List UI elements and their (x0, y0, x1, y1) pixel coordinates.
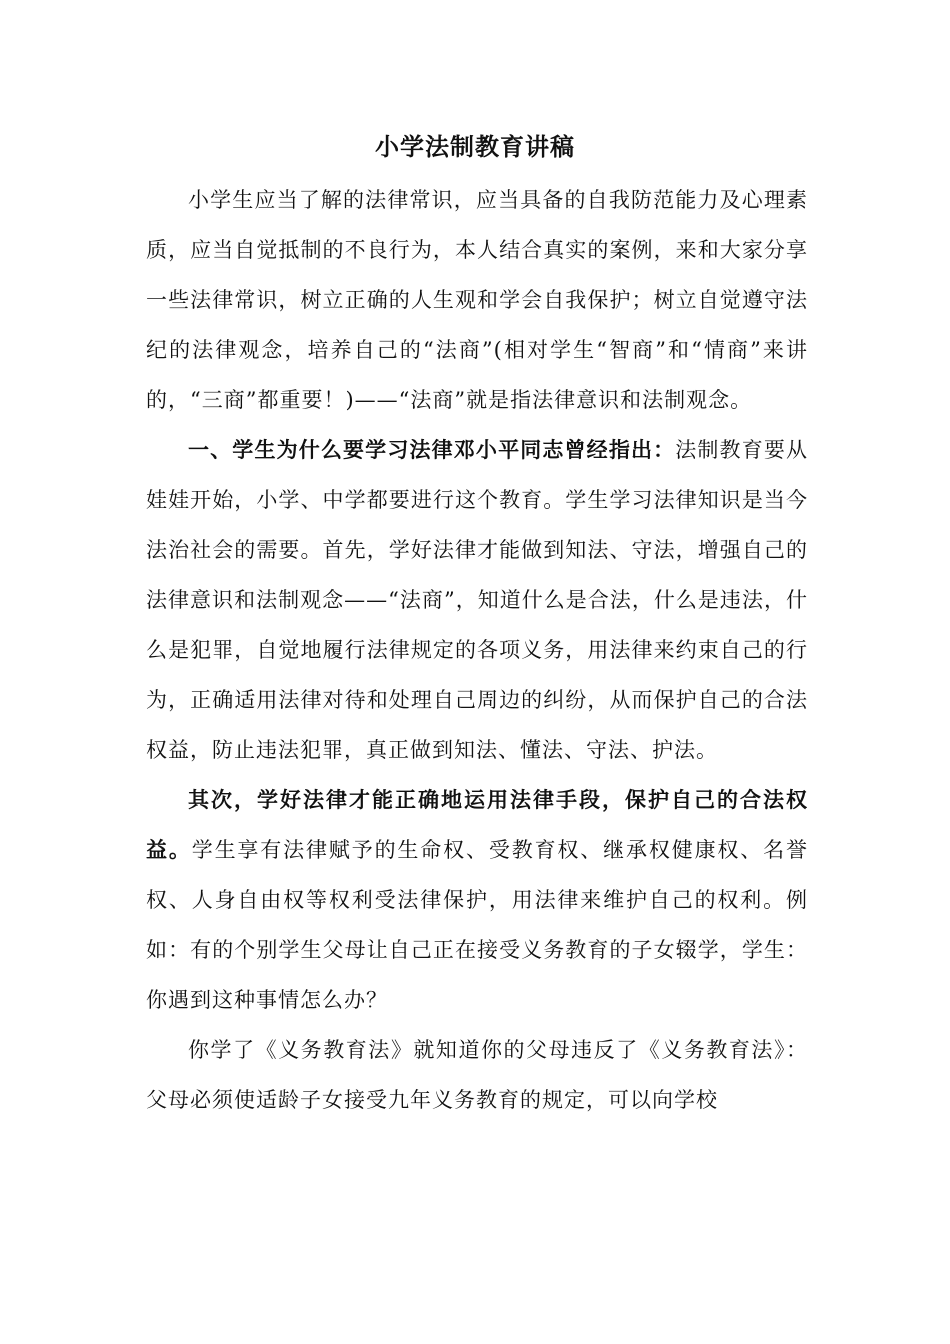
paragraph-why-learn-law (146, 425, 808, 775)
document-title: 小学法制教育讲稿 (375, 132, 575, 161)
paragraph-compulsory-education (146, 1025, 808, 1125)
paragraph-lead: 一、学生为什么要学习法律邓小平同志曾经指出： (188, 437, 676, 462)
paragraph-text: 你学了《义务教育法》就知道你的父母违反了《义务教育法》：父母必须使适龄子女接受九年义务教育的规定，可以向学校 (146, 1038, 808, 1112)
document-body (146, 175, 808, 1125)
paragraph-lead: 其次，学好法律才能正确地运用法律手段，保护自己的合法权益。 (146, 787, 808, 862)
paragraph-intro (146, 175, 808, 425)
paragraph-text: 法制教育要从娃娃开始，小学、中学都要进行这个教育。学生学习法律知识是当今法治社会的需要。首先，学好法律才能做到知法、守法，增强自己的法律意识和法制观念——“法商”，知道什么是合法，什么是违法，什么是犯罪，自觉地履行法律规定的各项义务，用法律来约束自己的行为，正确适用法律对待和处理自己周边的纠纷，从而保护自己的合法权益，防止违法犯罪，真正做到知法、懂法、守法、护法。 (146, 438, 809, 762)
paragraph-text: 小学生应当了解的法律常识，应当具备的自我防范能力及心理素质，应当自觉抵制的不良行为，本人结合真实的案例，来和大家分享一些法律常识，树立正确的人生观和学会自我保护；树立自觉遵守法纪的法律观念，培养自己的“法商”(相对学生“智商”和“情商”来讲的，“三商”都重要！)——“法商”就是指法律意识和法制观念。 (146, 188, 808, 412)
paragraph-protect-rights (146, 775, 808, 1025)
paragraph-text: 学生享有法律赋予的生命权、受教育权、继承权健康权、名誉权、人身自由权等权利受法律保护，用法律来维护自己的权利。例如：有的个别学生父母让自己正在接受义务教育的子女辍学，学生：你遇到这种事情怎么办？ (146, 838, 809, 1012)
